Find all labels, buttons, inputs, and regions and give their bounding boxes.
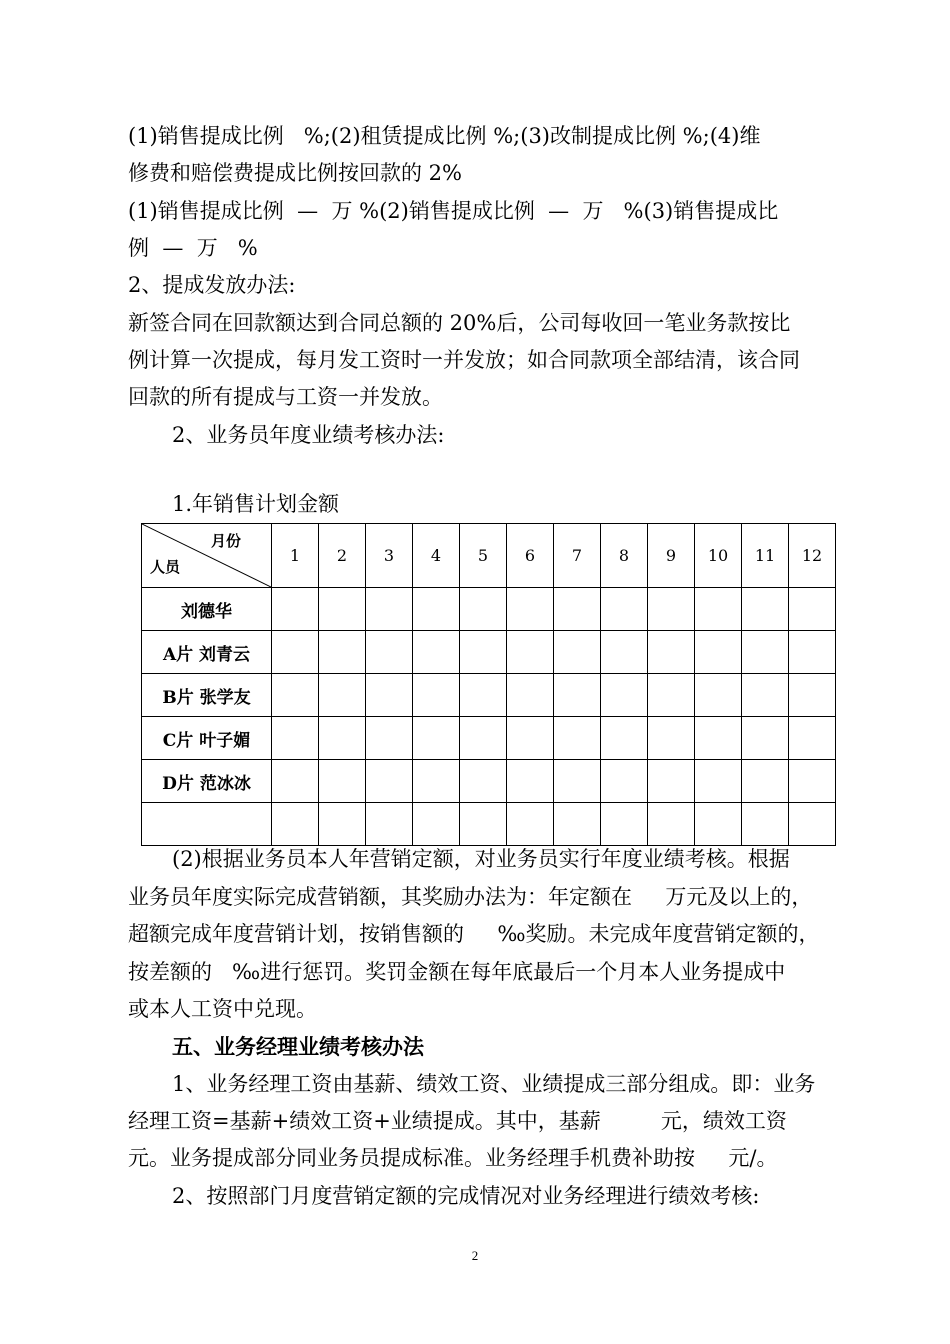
sales-ratio-line-2: 例 — 万 %: [128, 236, 258, 260]
row-person: A片 刘青云: [142, 631, 272, 674]
diagonal-header-cell: [142, 524, 272, 588]
manager-salary-line-2: 经理工资=基薪+绩效工资+业绩提成。其中，基薪 元，绩效工资: [128, 1109, 787, 1133]
month-header: 4: [413, 524, 460, 588]
payout-paragraph-line-2: 例计算一次提成，每月发工资时一并发放；如合同款项全部结清，该合同: [128, 348, 800, 372]
month-header: 5: [460, 524, 507, 588]
annual-sales-plan-table: [141, 523, 836, 846]
manager-assessment-line: 2、按照部门月度营销定额的完成情况对业务经理进行绩效考核:: [172, 1184, 760, 1208]
row-person: B片 张学友: [142, 674, 272, 717]
month-header: 3: [366, 524, 413, 588]
header-person-label: 人员: [150, 558, 181, 576]
month-header: 6: [507, 524, 554, 588]
header-month-label: 月份: [210, 532, 241, 550]
assessment-paragraph-line-4: 按差额的 ‰进行惩罚。奖罚金额在每年底最后一个月本人业务提成中: [128, 960, 786, 984]
table-row: [142, 588, 836, 631]
month-header: 9: [648, 524, 695, 588]
month-header: 8: [601, 524, 648, 588]
page-number: 2: [471, 1248, 479, 1263]
row-person: C片 叶子媚: [142, 717, 272, 760]
row-person: 刘德华: [142, 588, 272, 631]
table-row: [142, 760, 836, 803]
table-row: [142, 717, 836, 760]
manager-salary-line-3: 元。业务提成部分同业务员提成标准。业务经理手机费补助按 元/。: [128, 1146, 778, 1170]
payout-paragraph-line-1: 新签合同在回款额达到合同总额的 20%后，公司每收回一笔业务款按比: [128, 311, 791, 335]
month-header: 2: [319, 524, 366, 588]
annual-assessment-heading: 2、业务员年度业绩考核办法:: [172, 423, 445, 447]
table-row: [142, 803, 836, 846]
manager-salary-line-1: 1、业务经理工资由基薪、绩效工资、业绩提成三部分组成。即：业务: [172, 1072, 816, 1096]
month-header: 7: [554, 524, 601, 588]
row-person: D片 范冰冰: [142, 760, 272, 803]
assessment-paragraph-line-1: (2)根据业务员本人年营销定额，对业务员实行年度业绩考核。根据: [172, 847, 790, 871]
month-header: 12: [789, 524, 836, 588]
month-header: 11: [742, 524, 789, 588]
assessment-paragraph-line-5: 或本人工资中兑现。: [128, 997, 317, 1021]
commission-ratio-line-1: (1)销售提成比例 %;(2)租赁提成比例 %;(3)改制提成比例 %;(4)维: [128, 124, 761, 148]
month-header: 10: [695, 524, 742, 588]
assessment-paragraph-line-2: 业务员年度实际完成营销额，其奖励办法为：年定额在 万元及以上的，: [128, 885, 813, 909]
sales-plan-caption: 1.年销售计划金额: [172, 492, 340, 516]
commission-ratio-line-2: 修费和赔偿费提成比例按回款的 2%: [128, 161, 462, 185]
section-five-heading: 五、业务经理业绩考核办法: [172, 1034, 424, 1059]
sales-ratio-line-1: (1)销售提成比例 — 万 %(2)销售提成比例 — 万 %(3)销售提成比: [128, 199, 779, 223]
table-row: [142, 674, 836, 717]
month-header: 1: [272, 524, 319, 588]
payout-method-heading: 2、提成发放办法:: [128, 273, 296, 297]
assessment-paragraph-line-3: 超额完成年度营销计划，按销售额的 ‰奖励。未完成年度营销定额的，: [128, 922, 820, 946]
table-row: [142, 631, 836, 674]
row-person: [142, 803, 272, 846]
table-header-row: [142, 524, 836, 588]
payout-paragraph-line-3: 回款的所有提成与工资一并发放。: [128, 385, 443, 409]
